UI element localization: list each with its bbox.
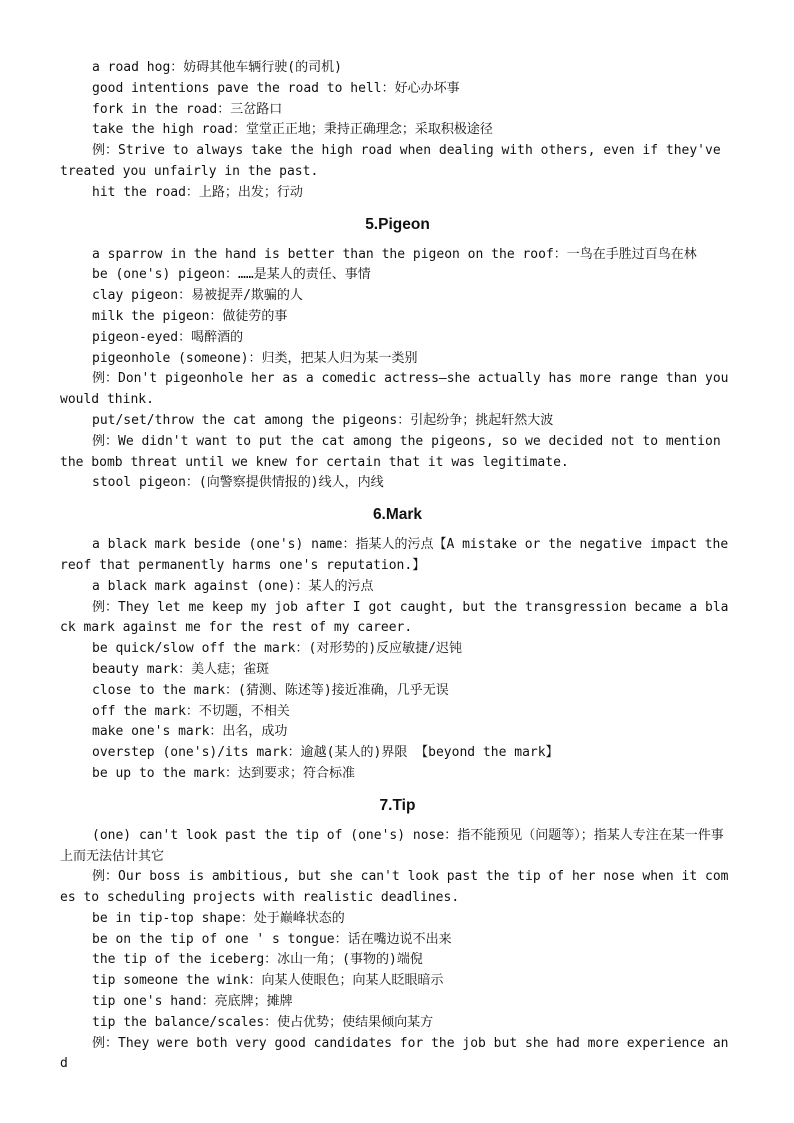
entry-ones-pigeon: be (one's) pigeon：……是某人的责任、事情 <box>92 267 371 283</box>
entry-tip-hand: tip one's hand：亮底牌；摊牌 <box>92 994 293 1010</box>
entry-road-hog: a road hog：妨碍其他车辆行驶(的司机) <box>92 60 342 75</box>
entry-sparrow: a sparrow in the hand is better than the pigeon on the roof：一鸟在手胜过百鸟在林 <box>92 246 697 262</box>
example-tip-of-nose: 例：Our boss is ambitious, but she can't look past the tip of her nose when it comes to scheduling projects with realistic deadlines. <box>60 869 729 906</box>
section-tip <box>60 795 735 1076</box>
entry-up-to-mark: be up to the mark：达到要求；符合标准 <box>92 765 356 781</box>
entry-pigeonhole: pigeonhole (someone)：归类，把某人归为某一类别 <box>92 350 418 366</box>
entry-overstep-mark: overstep (one's)/its mark：逾越(某人的)界限 【beyond the mark】 <box>92 745 559 761</box>
entry-pigeon-eyed: pigeon-eyed：喝醉酒的 <box>92 329 244 345</box>
entry-make-mark: make one's mark：出名，成功 <box>92 724 288 740</box>
entry-black-mark-beside: a black mark beside (one's) name：指某人的污点【A mistake or the negative impact thereof that permanently harms one's reputation.】 <box>60 537 729 573</box>
example-tip-balance: 例：They were both very good candidates for the job but she had more experience and <box>60 1035 729 1072</box>
entry-clay-pigeon: clay pigeon：易被捉弄/欺骗的人 <box>92 288 303 304</box>
entry-tip-top-shape: be in tip-top shape：处于巅峰状态的 <box>92 910 345 926</box>
example-high-road: 例：Strive to always take the high road when dealing with others, even if they've treated you unfairly in the past. <box>60 143 721 179</box>
entry-fork-in-road: fork in the road：三岔路口 <box>92 101 283 117</box>
entry-black-mark-against: a black mark against (one)：某人的污点 <box>92 578 374 594</box>
entry-tip-of-iceberg: the tip of the iceberg：冰山一角；(事物的)端倪 <box>92 952 423 968</box>
section-road <box>60 58 735 204</box>
entry-off-the-mark: off the mark：不切题，不相关 <box>92 703 290 719</box>
example-black-mark: 例：They let me keep my job after I got caught, but the transgression became a black mark against me for the rest of my career. <box>60 599 729 636</box>
entry-tip-the-wink: tip someone the wink：向某人使眼色；向某人眨眼暗示 <box>92 973 444 989</box>
entry-hit-the-road: hit the road：上路；出发；行动 <box>92 184 303 200</box>
entry-tip-of-nose: (one) can't look past the tip of (one's) nose：指不能预见（问题等）；指某人专注在某一件事上而无法估计其它 <box>60 827 724 864</box>
document-page <box>60 58 735 1075</box>
entry-tip-balance: tip the balance/scales：使占优势；使结果倾向某方 <box>92 1014 434 1030</box>
entry-stool-pigeon: stool pigeon：(向警察提供情报的)线人，内线 <box>92 475 384 491</box>
entry-beauty-mark: beauty mark：美人痣；雀斑 <box>92 661 270 677</box>
entry-milk-pigeon: milk the pigeon：做徒劳的事 <box>92 308 288 324</box>
example-cat-among-pigeons: 例：We didn't want to put the cat among the pigeons, so we decided not to mention the bomb threat until we knew for certain that it was legitimate. <box>60 433 721 470</box>
section-pigeon <box>60 214 735 495</box>
section-heading: 5.Pigeon <box>365 215 430 233</box>
entry-close-to-mark: close to the mark：(猜测、陈述等)接近准确，几乎无误 <box>92 682 449 698</box>
entry-good-intentions: good intentions pave the road to hell：好心办坏事 <box>92 80 460 96</box>
example-pigeonhole: 例：Don't pigeonhole her as a comedic actress—she actually has more range than you would think. <box>60 371 729 408</box>
section-mark <box>60 504 735 785</box>
entry-cat-among-pigeons: put/set/throw the cat among the pigeons：引起纷争；挑起轩然大波 <box>92 412 554 428</box>
entry-high-road: take the high road：堂堂正正地；秉持正确理念；采取积极途径 <box>92 122 493 138</box>
entry-tip-of-tongue: be on the tip of one ' s tongue：话在嘴边说不出来 <box>92 931 452 947</box>
section-heading: 7.Tip <box>379 796 416 814</box>
entry-off-the-mark-speed: be quick/slow off the mark：(对形势的)反应敏捷/迟钝 <box>92 641 462 657</box>
section-heading: 6.Mark <box>372 506 423 524</box>
